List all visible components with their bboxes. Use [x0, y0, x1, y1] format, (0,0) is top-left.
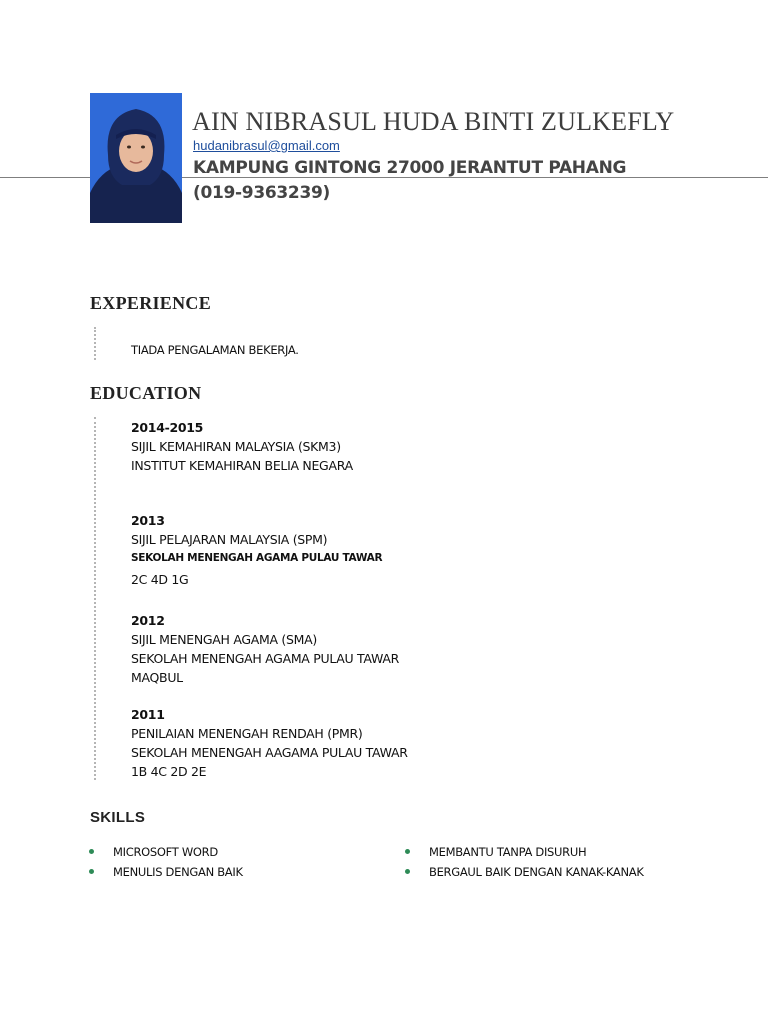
education-institution: SEKOLAH MENENGAH AAGAMA PULAU TAWAR — [131, 745, 408, 760]
skill-item — [405, 842, 644, 862]
education-entry — [131, 705, 408, 781]
education-year: 2014-2015 — [131, 420, 204, 435]
education-year: 2012 — [131, 613, 165, 628]
skill-item — [89, 842, 243, 862]
skills-list-right — [405, 842, 644, 882]
education-year: 2011 — [131, 707, 165, 722]
experience-divider — [94, 327, 96, 360]
education-entry — [131, 511, 382, 589]
profile-photo — [90, 93, 182, 223]
education-entry — [131, 418, 353, 475]
experience-heading: EXPERIENCE — [90, 293, 212, 313]
bullet-icon — [89, 849, 94, 854]
education-qualification: SIJIL PELAJARAN MALAYSIA (SPM) — [131, 532, 328, 547]
education-result: MAQBUL — [131, 670, 183, 685]
education-qualification: SIJIL MENENGAH AGAMA (SMA) — [131, 632, 317, 647]
skill-label: BERGAUL BAIK DENGAN KANAK-KANAK — [429, 865, 644, 879]
email-link[interactable]: hudanibrasul@gmail.com — [193, 138, 340, 153]
bullet-icon — [405, 849, 410, 854]
education-result: 1B 4C 2D 2E — [131, 764, 207, 779]
education-institution: INSTITUT KEMAHIRAN BELIA NEGARA — [131, 458, 353, 473]
bullet-icon — [89, 869, 94, 874]
education-divider — [94, 417, 96, 780]
address-text: KAMPUNG GINTONG 27000 JERANTUT PAHANG — [193, 158, 627, 178]
skills-list-left — [89, 842, 243, 882]
education-result: 2C 4D 1G — [131, 572, 189, 587]
education-qualification: PENILAIAN MENENGAH RENDAH (PMR) — [131, 726, 363, 741]
bullet-icon — [405, 869, 410, 874]
phone-text: (019-9363239) — [193, 183, 330, 203]
skill-item — [405, 862, 644, 882]
education-heading: EDUCATION — [90, 383, 202, 403]
education-year: 2013 — [131, 513, 165, 528]
skill-label: MENULIS DENGAN BAIK — [113, 865, 243, 879]
experience-text: TIADA PENGALAMAN BEKERJA. — [131, 343, 299, 357]
candidate-name: AIN NIBRASUL HUDA BINTI ZULKEFLY — [192, 107, 675, 136]
education-entry — [131, 611, 399, 687]
skill-label: MEMBANTU TANPA DISURUH — [429, 845, 587, 859]
skill-item — [89, 862, 243, 882]
skill-label: MICROSOFT WORD — [113, 845, 218, 859]
education-qualification: SIJIL KEMAHIRAN MALAYSIA (SKM3) — [131, 439, 341, 454]
skills-heading: SKILLS — [90, 809, 146, 826]
education-institution: SEKOLAH MENENGAH AGAMA PULAU TAWAR — [131, 651, 399, 666]
education-institution: SEKOLAH MENENGAH AGAMA PULAU TAWAR — [131, 552, 383, 564]
